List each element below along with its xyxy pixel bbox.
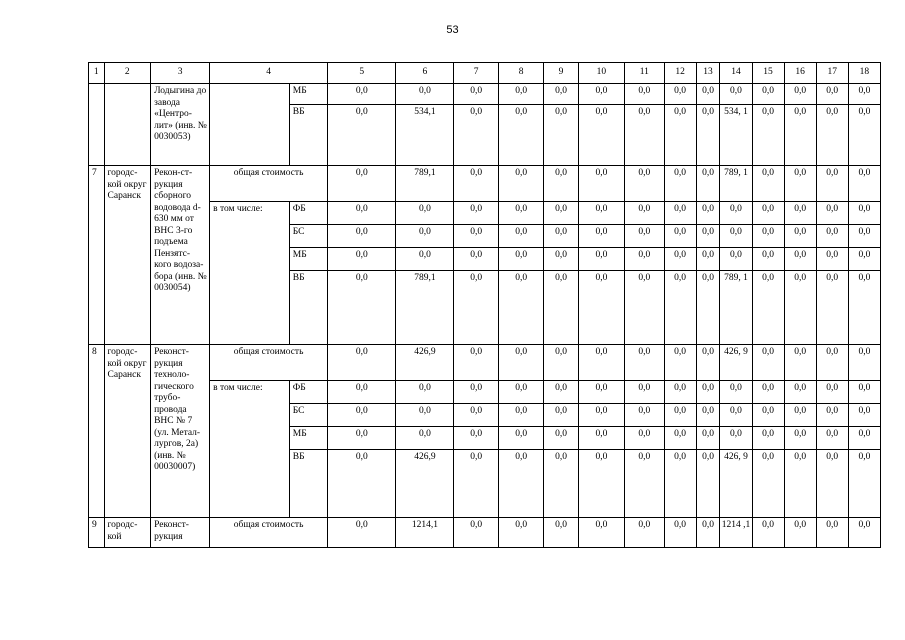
- value-cell: 789,1: [396, 166, 454, 202]
- value-cell: 0,0: [752, 271, 784, 345]
- value-cell: 0,0: [625, 202, 664, 225]
- value-cell: 0,0: [625, 381, 664, 404]
- total-label: общая стоимость: [210, 518, 328, 548]
- value-cell: 0,0: [664, 345, 696, 381]
- row-number: 8: [89, 345, 105, 518]
- value-cell: 0,0: [784, 381, 816, 404]
- value-cell: 0,0: [625, 450, 664, 518]
- value-cell: 0,0: [454, 166, 499, 202]
- value-cell: 0,0: [578, 271, 625, 345]
- source-label-bs: БС: [289, 225, 327, 248]
- row-number: 7: [89, 166, 105, 345]
- value-cell: 0,0: [848, 248, 880, 271]
- source-label-mb: МБ: [289, 84, 327, 105]
- value-cell: 0,0: [454, 202, 499, 225]
- value-cell: 0,0: [848, 381, 880, 404]
- value-cell: 0,0: [625, 427, 664, 450]
- value-cell: 0,0: [848, 225, 880, 248]
- value-cell: 0,0: [498, 450, 544, 518]
- object-name: Реконст-рукция: [151, 518, 210, 548]
- value-cell: 0,0: [816, 202, 848, 225]
- value-cell: 0,0: [454, 225, 499, 248]
- value-cell: 0,0: [396, 404, 454, 427]
- value-cell: 0,0: [544, 381, 578, 404]
- row-number: 9: [89, 518, 105, 548]
- value-cell: 0,0: [328, 248, 396, 271]
- district-cell: [104, 84, 151, 166]
- value-cell: 0,0: [454, 404, 499, 427]
- page-number: 53: [446, 24, 459, 36]
- value-cell: 0,0: [544, 404, 578, 427]
- value-cell: 0,0: [752, 105, 784, 166]
- table-row: [89, 166, 881, 202]
- object-name: Реконст-рукция техноло-гического трубо-провода ВНС № 7 (ул. Метал-лургов, 2а) (инв. № 00030007): [151, 345, 210, 518]
- value-cell: 0,0: [784, 518, 816, 548]
- value-cell: 0,0: [816, 427, 848, 450]
- value-cell: 0,0: [784, 271, 816, 345]
- value-cell: 0,0: [498, 84, 544, 105]
- value-cell: 0,0: [625, 345, 664, 381]
- value-cell: 0,0: [328, 84, 396, 105]
- object-name: Лодыгина до завода «Центро-лит» (инв. № 0030053): [151, 84, 210, 166]
- header-cell: 2: [104, 63, 151, 84]
- source-label-bs: БС: [289, 404, 327, 427]
- value-cell: 0,0: [454, 105, 499, 166]
- value-cell: 0,0: [328, 518, 396, 548]
- value-cell: 0,0: [816, 105, 848, 166]
- value-cell: 0,0: [696, 271, 720, 345]
- header-cell: 4: [210, 63, 328, 84]
- value-cell: 0,0: [816, 166, 848, 202]
- value-cell: 0,0: [578, 225, 625, 248]
- value-cell: 0,0: [498, 248, 544, 271]
- object-name: Рекон-ст-рукция сборного водовода d-630 мм от ВНС 3-го подъема Пензятс-кого водоза-бора (инв. № 0030054): [151, 166, 210, 345]
- source-label-vb: ВБ: [289, 450, 327, 518]
- value-cell: 426, 9: [720, 450, 752, 518]
- value-cell: 0,0: [720, 202, 752, 225]
- value-cell: 0,0: [752, 381, 784, 404]
- value-cell: 0,0: [720, 404, 752, 427]
- value-cell: 0,0: [664, 518, 696, 548]
- value-cell: 0,0: [498, 271, 544, 345]
- value-cell: 0,0: [752, 248, 784, 271]
- value-cell: 0,0: [328, 404, 396, 427]
- value-cell: 0,0: [625, 105, 664, 166]
- value-cell: 0,0: [664, 404, 696, 427]
- value-cell: 0,0: [664, 202, 696, 225]
- total-label: общая стоимость: [210, 166, 328, 202]
- header-cell: 13: [696, 63, 720, 84]
- value-cell: 0,0: [848, 202, 880, 225]
- district-cell: городс-кой округ Саранск: [104, 345, 151, 518]
- value-cell: 0,0: [784, 450, 816, 518]
- value-cell: 0,0: [328, 202, 396, 225]
- value-cell: 0,0: [544, 84, 578, 105]
- value-cell: 0,0: [328, 166, 396, 202]
- value-cell: 0,0: [848, 84, 880, 105]
- value-cell: 426, 9: [720, 345, 752, 381]
- source-label-vb: ВБ: [289, 271, 327, 345]
- value-cell: 0,0: [454, 427, 499, 450]
- header-cell: 5: [328, 63, 396, 84]
- value-cell: 0,0: [328, 105, 396, 166]
- value-cell: 0,0: [664, 166, 696, 202]
- value-cell: 0,0: [784, 166, 816, 202]
- value-cell: 0,0: [454, 381, 499, 404]
- value-cell: 1214,1: [396, 518, 454, 548]
- value-cell: 0,0: [396, 381, 454, 404]
- value-cell: 0,0: [784, 225, 816, 248]
- value-cell: 0,0: [752, 450, 784, 518]
- value-cell: 0,0: [396, 84, 454, 105]
- value-cell: 0,0: [544, 427, 578, 450]
- table-row: [89, 63, 881, 84]
- value-cell: 0,0: [752, 166, 784, 202]
- header-cell: 9: [544, 63, 578, 84]
- value-cell: 0,0: [625, 84, 664, 105]
- value-cell: 0,0: [544, 345, 578, 381]
- value-cell: 0,0: [498, 225, 544, 248]
- value-cell: 0,0: [498, 345, 544, 381]
- budget-table: [88, 62, 881, 548]
- value-cell: 0,0: [848, 518, 880, 548]
- value-cell: 0,0: [696, 202, 720, 225]
- value-cell: 0,0: [625, 404, 664, 427]
- value-cell: 0,0: [396, 427, 454, 450]
- value-cell: 426,9: [396, 450, 454, 518]
- including-label: в том числе:: [210, 202, 290, 345]
- value-cell: 426,9: [396, 345, 454, 381]
- value-cell: 0,0: [848, 427, 880, 450]
- header-cell: 14: [720, 63, 752, 84]
- value-cell: 0,0: [454, 345, 499, 381]
- value-cell: 0,0: [328, 381, 396, 404]
- value-cell: 0,0: [328, 225, 396, 248]
- value-cell: 0,0: [544, 225, 578, 248]
- value-cell: 0,0: [784, 105, 816, 166]
- value-cell: 0,0: [816, 518, 848, 548]
- value-cell: 0,0: [720, 427, 752, 450]
- value-cell: 0,0: [816, 271, 848, 345]
- value-cell: 0,0: [848, 345, 880, 381]
- value-cell: 534, 1: [720, 105, 752, 166]
- value-cell: 0,0: [696, 225, 720, 248]
- value-cell: 0,0: [848, 271, 880, 345]
- total-label: общая стоимость: [210, 345, 328, 381]
- source-label-fb: ФБ: [289, 202, 327, 225]
- value-cell: 0,0: [625, 166, 664, 202]
- value-cell: 0,0: [696, 166, 720, 202]
- value-cell: 0,0: [625, 518, 664, 548]
- source-label-mb: МБ: [289, 248, 327, 271]
- value-cell: 0,0: [578, 248, 625, 271]
- header-cell: 6: [396, 63, 454, 84]
- value-cell: 0,0: [696, 105, 720, 166]
- value-cell: 0,0: [784, 84, 816, 105]
- value-cell: 0,0: [664, 427, 696, 450]
- value-cell: 0,0: [544, 202, 578, 225]
- header-cell: 12: [664, 63, 696, 84]
- value-cell: 0,0: [752, 202, 784, 225]
- source-label-mb: МБ: [289, 427, 327, 450]
- value-cell: 0,0: [664, 84, 696, 105]
- value-cell: 0,0: [498, 202, 544, 225]
- header-cell: 7: [454, 63, 499, 84]
- value-cell: 0,0: [720, 225, 752, 248]
- value-cell: 0,0: [664, 248, 696, 271]
- district-cell: городс-кой округ Саранск: [104, 166, 151, 345]
- value-cell: 0,0: [625, 248, 664, 271]
- value-cell: 0,0: [578, 345, 625, 381]
- value-cell: 0,0: [544, 450, 578, 518]
- table-row: [89, 345, 881, 381]
- value-cell: 0,0: [696, 84, 720, 105]
- value-cell: 0,0: [696, 450, 720, 518]
- value-cell: 0,0: [720, 381, 752, 404]
- value-cell: 0,0: [848, 166, 880, 202]
- value-cell: 0,0: [578, 381, 625, 404]
- value-cell: 0,0: [498, 427, 544, 450]
- value-cell: 0,0: [328, 271, 396, 345]
- value-cell: 0,0: [848, 105, 880, 166]
- value-cell: 0,0: [578, 202, 625, 225]
- value-cell: 0,0: [784, 427, 816, 450]
- value-cell: 0,0: [848, 404, 880, 427]
- value-cell: 0,0: [720, 248, 752, 271]
- value-cell: 789, 1: [720, 271, 752, 345]
- value-cell: 0,0: [454, 271, 499, 345]
- value-cell: 0,0: [328, 427, 396, 450]
- value-cell: 0,0: [498, 381, 544, 404]
- header-cell: 10: [578, 63, 625, 84]
- value-cell: 0,0: [578, 404, 625, 427]
- source-label-vb: ВБ: [289, 105, 327, 166]
- value-cell: 0,0: [752, 404, 784, 427]
- header-cell: 3: [151, 63, 210, 84]
- source-label-fb: ФБ: [289, 381, 327, 404]
- value-cell: 0,0: [752, 345, 784, 381]
- value-cell: 0,0: [578, 105, 625, 166]
- row-number: [89, 84, 105, 166]
- value-cell: 0,0: [544, 248, 578, 271]
- header-cell: 15: [752, 63, 784, 84]
- value-cell: 0,0: [696, 518, 720, 548]
- value-cell: 0,0: [498, 518, 544, 548]
- value-cell: 0,0: [816, 225, 848, 248]
- header-cell: 16: [784, 63, 816, 84]
- value-cell: 0,0: [328, 345, 396, 381]
- value-cell: 789, 1: [720, 166, 752, 202]
- header-cell: 17: [816, 63, 848, 84]
- value-cell: 0,0: [544, 271, 578, 345]
- value-cell: 0,0: [544, 166, 578, 202]
- value-cell: 0,0: [752, 427, 784, 450]
- value-cell: 0,0: [578, 450, 625, 518]
- value-cell: 0,0: [454, 84, 499, 105]
- value-cell: 0,0: [544, 105, 578, 166]
- value-cell: 0,0: [498, 166, 544, 202]
- value-cell: 0,0: [696, 427, 720, 450]
- value-cell: 534,1: [396, 105, 454, 166]
- value-cell: 0,0: [752, 84, 784, 105]
- value-cell: 0,0: [328, 450, 396, 518]
- value-cell: 0,0: [784, 404, 816, 427]
- value-cell: 0,0: [816, 84, 848, 105]
- value-cell: 0,0: [696, 381, 720, 404]
- value-cell: 0,0: [696, 248, 720, 271]
- value-cell: 0,0: [696, 345, 720, 381]
- value-cell: 0,0: [816, 381, 848, 404]
- value-cell: 0,0: [578, 166, 625, 202]
- table-row: [89, 518, 881, 548]
- value-cell: 0,0: [498, 404, 544, 427]
- value-cell: 0,0: [396, 225, 454, 248]
- value-cell: 0,0: [396, 248, 454, 271]
- header-cell: 8: [498, 63, 544, 84]
- value-cell: 0,0: [396, 202, 454, 225]
- value-cell: 0,0: [664, 271, 696, 345]
- header-cell: 11: [625, 63, 664, 84]
- table-row: [89, 84, 881, 105]
- value-cell: 0,0: [720, 84, 752, 105]
- value-cell: 0,0: [664, 450, 696, 518]
- value-cell: 0,0: [816, 404, 848, 427]
- value-cell: 0,0: [784, 248, 816, 271]
- value-cell: 0,0: [816, 248, 848, 271]
- value-cell: 0,0: [816, 345, 848, 381]
- value-cell: 0,0: [816, 450, 848, 518]
- value-cell: 0,0: [578, 427, 625, 450]
- value-cell: 0,0: [752, 518, 784, 548]
- value-cell: 0,0: [848, 450, 880, 518]
- value-cell: 0,0: [664, 381, 696, 404]
- value-cell: 0,0: [784, 345, 816, 381]
- value-cell: 0,0: [544, 518, 578, 548]
- district-cell: городс-кой: [104, 518, 151, 548]
- value-cell: 0,0: [752, 225, 784, 248]
- value-cell: 0,0: [696, 404, 720, 427]
- value-cell: 1214 ,1: [720, 518, 752, 548]
- value-cell: 789,1: [396, 271, 454, 345]
- value-cell: 0,0: [784, 202, 816, 225]
- value-cell: 0,0: [454, 450, 499, 518]
- value-cell: 0,0: [664, 225, 696, 248]
- value-cell: 0,0: [578, 518, 625, 548]
- header-cell: 18: [848, 63, 880, 84]
- header-cell: 1: [89, 63, 105, 84]
- value-cell: 0,0: [498, 105, 544, 166]
- value-cell: 0,0: [625, 225, 664, 248]
- value-cell: 0,0: [664, 105, 696, 166]
- value-cell: 0,0: [578, 84, 625, 105]
- value-cell: 0,0: [454, 518, 499, 548]
- including-label: в том числе:: [210, 381, 290, 518]
- value-cell: 0,0: [625, 271, 664, 345]
- value-cell: 0,0: [454, 248, 499, 271]
- including-cell: [210, 84, 290, 166]
